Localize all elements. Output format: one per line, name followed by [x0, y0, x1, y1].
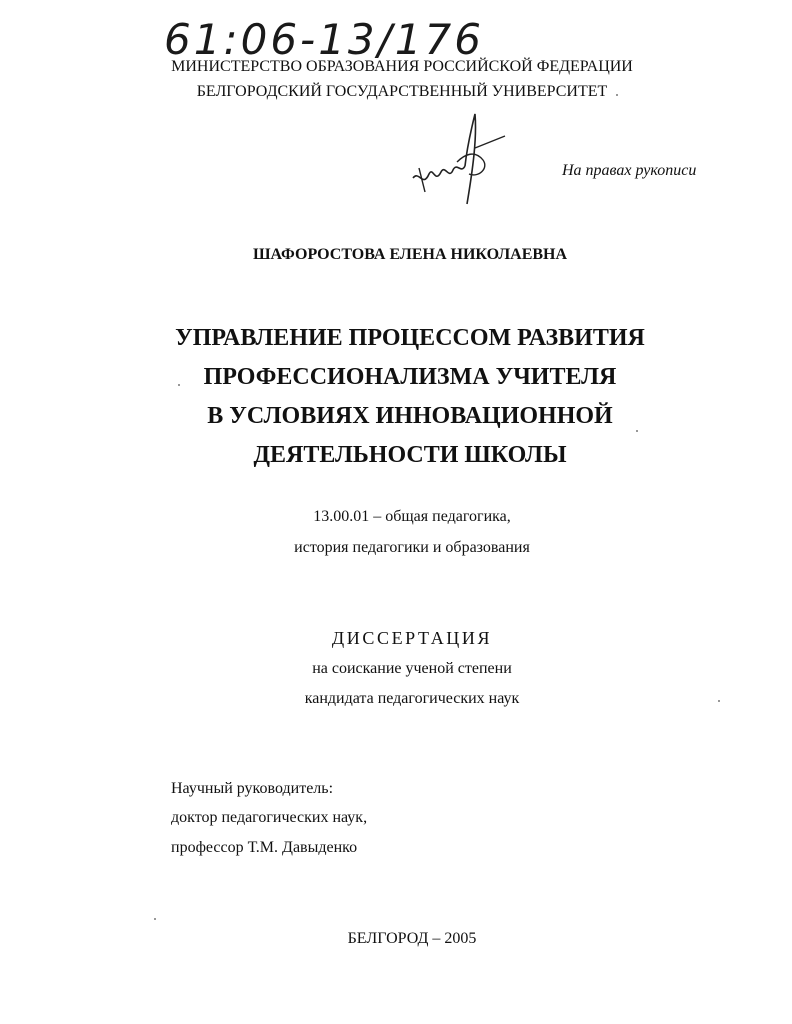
supervisor-name: профессор Т.М. Давыденко — [171, 839, 358, 856]
dissertation-title-line: В УСЛОВИЯХ ИННОВАЦИОННОЙ — [207, 403, 613, 429]
degree-line: кандидата педагогических наук — [304, 690, 520, 707]
scan-speck — [718, 700, 720, 702]
archive-code-text: 61:06-13/176 — [164, 15, 484, 64]
university-name: БЕЛГОРОДСКИЙ ГОСУДАРСТВЕННЫЙ УНИВЕРСИТЕТ — [196, 83, 608, 100]
scan-speck — [636, 430, 638, 432]
ministry-name: МИНИСТЕРСТВО ОБРАЗОВАНИЯ РОССИЙСКОЙ ФЕДЕРАЦИИ — [171, 58, 633, 75]
supervisor-heading: Научный руководитель: — [171, 780, 334, 797]
dissertation-title-line: ДЕЯТЕЛЬНОСТИ ШКОЛЫ — [253, 442, 567, 468]
degree-line: на соискание ученой степени — [312, 660, 512, 677]
supervisor-degree: доктор педагогических наук, — [171, 809, 368, 826]
scan-speck — [154, 918, 156, 920]
scan-speck — [616, 94, 618, 96]
specialty-name-line: история педагогики и образования — [294, 539, 530, 556]
scan-speck — [178, 384, 180, 386]
dissertation-title-line: УПРАВЛЕНИЕ ПРОЦЕССОМ РАЗВИТИЯ — [175, 325, 645, 351]
specialty-code-line: 13.00.01 – общая педагогика, — [313, 508, 511, 525]
city-year: БЕЛГОРОД – 2005 — [347, 930, 477, 947]
author-name: ШАФОРОСТОВА ЕЛЕНА НИКОЛАЕВНА — [252, 246, 568, 263]
manuscript-rights-note: На правах рукописи — [562, 162, 697, 179]
dissertation-title-line: ПРОФЕССИОНАЛИЗМА УЧИТЕЛЯ — [203, 364, 617, 390]
handwritten-signature — [405, 108, 515, 208]
dissertation-label: ДИССЕРТАЦИЯ — [331, 628, 493, 648]
